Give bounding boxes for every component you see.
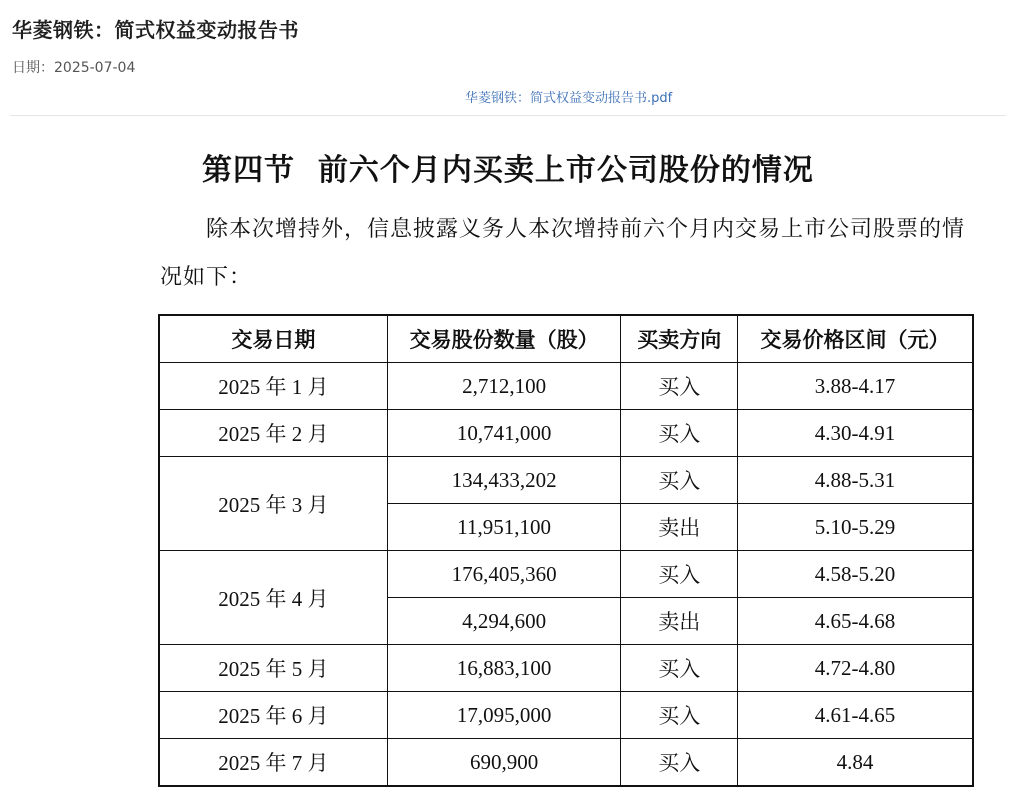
cell-shares: 134,433,202	[387, 457, 621, 504]
header-shares: 交易股份数量（股）	[387, 315, 621, 363]
section-title: 第四节 前六个月内买卖上市公司股份的情况	[202, 153, 814, 188]
cell-price: 4.84	[738, 739, 973, 787]
cell-shares: 4,294,600	[387, 598, 621, 645]
intro-paragraph: 除本次增持外，信息披露义务人本次增持前六个月内交易上市公司股票的情况如下：	[160, 217, 966, 290]
cell-date: 2025 年 1 月	[159, 363, 387, 410]
cell-date: 2025 年 7 月	[159, 739, 387, 787]
cell-price: 4.72-4.80	[738, 645, 973, 692]
cell-shares: 17,095,000	[387, 692, 621, 739]
table-row	[159, 692, 973, 739]
cell-direction: 卖出	[621, 598, 738, 645]
cell-date: 2025 年 6 月	[159, 692, 387, 739]
cell-direction: 买入	[621, 410, 738, 457]
cell-shares: 16,883,100	[387, 645, 621, 692]
cell-date: 2025 年 4 月	[159, 551, 387, 645]
table-row	[159, 739, 973, 787]
header-price: 交易价格区间（元）	[738, 315, 973, 363]
table-header-row	[159, 315, 973, 363]
cell-price: 5.10-5.29	[738, 504, 973, 551]
table-row	[159, 457, 973, 504]
header-divider	[10, 115, 1006, 116]
cell-shares: 11,951,100	[387, 504, 621, 551]
pdf-attachment-link[interactable]: 华菱钢铁：简式权益变动报告书.pdf	[465, 91, 673, 106]
cell-shares: 690,900	[387, 739, 621, 787]
cell-date: 2025 年 2 月	[159, 410, 387, 457]
table-row	[159, 645, 973, 692]
cell-price: 4.61-4.65	[738, 692, 973, 739]
cell-shares: 2,712,100	[387, 363, 621, 410]
publish-date: 日期：2025-07-04	[12, 60, 136, 76]
cell-price: 4.88-5.31	[738, 457, 973, 504]
transaction-table	[158, 314, 974, 787]
cell-price: 4.30-4.91	[738, 410, 973, 457]
cell-direction: 买入	[621, 692, 738, 739]
cell-direction: 买入	[621, 739, 738, 787]
cell-direction: 买入	[621, 363, 738, 410]
cell-direction: 买入	[621, 645, 738, 692]
cell-shares: 176,405,360	[387, 551, 621, 598]
header-direction: 买卖方向	[621, 315, 738, 363]
cell-date: 2025 年 3 月	[159, 457, 387, 551]
table-row	[159, 551, 973, 598]
table-row	[159, 410, 973, 457]
cell-price: 4.65-4.68	[738, 598, 973, 645]
cell-shares: 10,741,000	[387, 410, 621, 457]
table-row	[159, 363, 973, 410]
cell-direction: 卖出	[621, 504, 738, 551]
page-title: 华菱钢铁：简式权益变动报告书	[12, 18, 299, 42]
cell-direction: 买入	[621, 457, 738, 504]
cell-price: 4.58-5.20	[738, 551, 973, 598]
cell-price: 3.88-4.17	[738, 363, 973, 410]
cell-date: 2025 年 5 月	[159, 645, 387, 692]
cell-direction: 买入	[621, 551, 738, 598]
header-date: 交易日期	[159, 315, 387, 363]
